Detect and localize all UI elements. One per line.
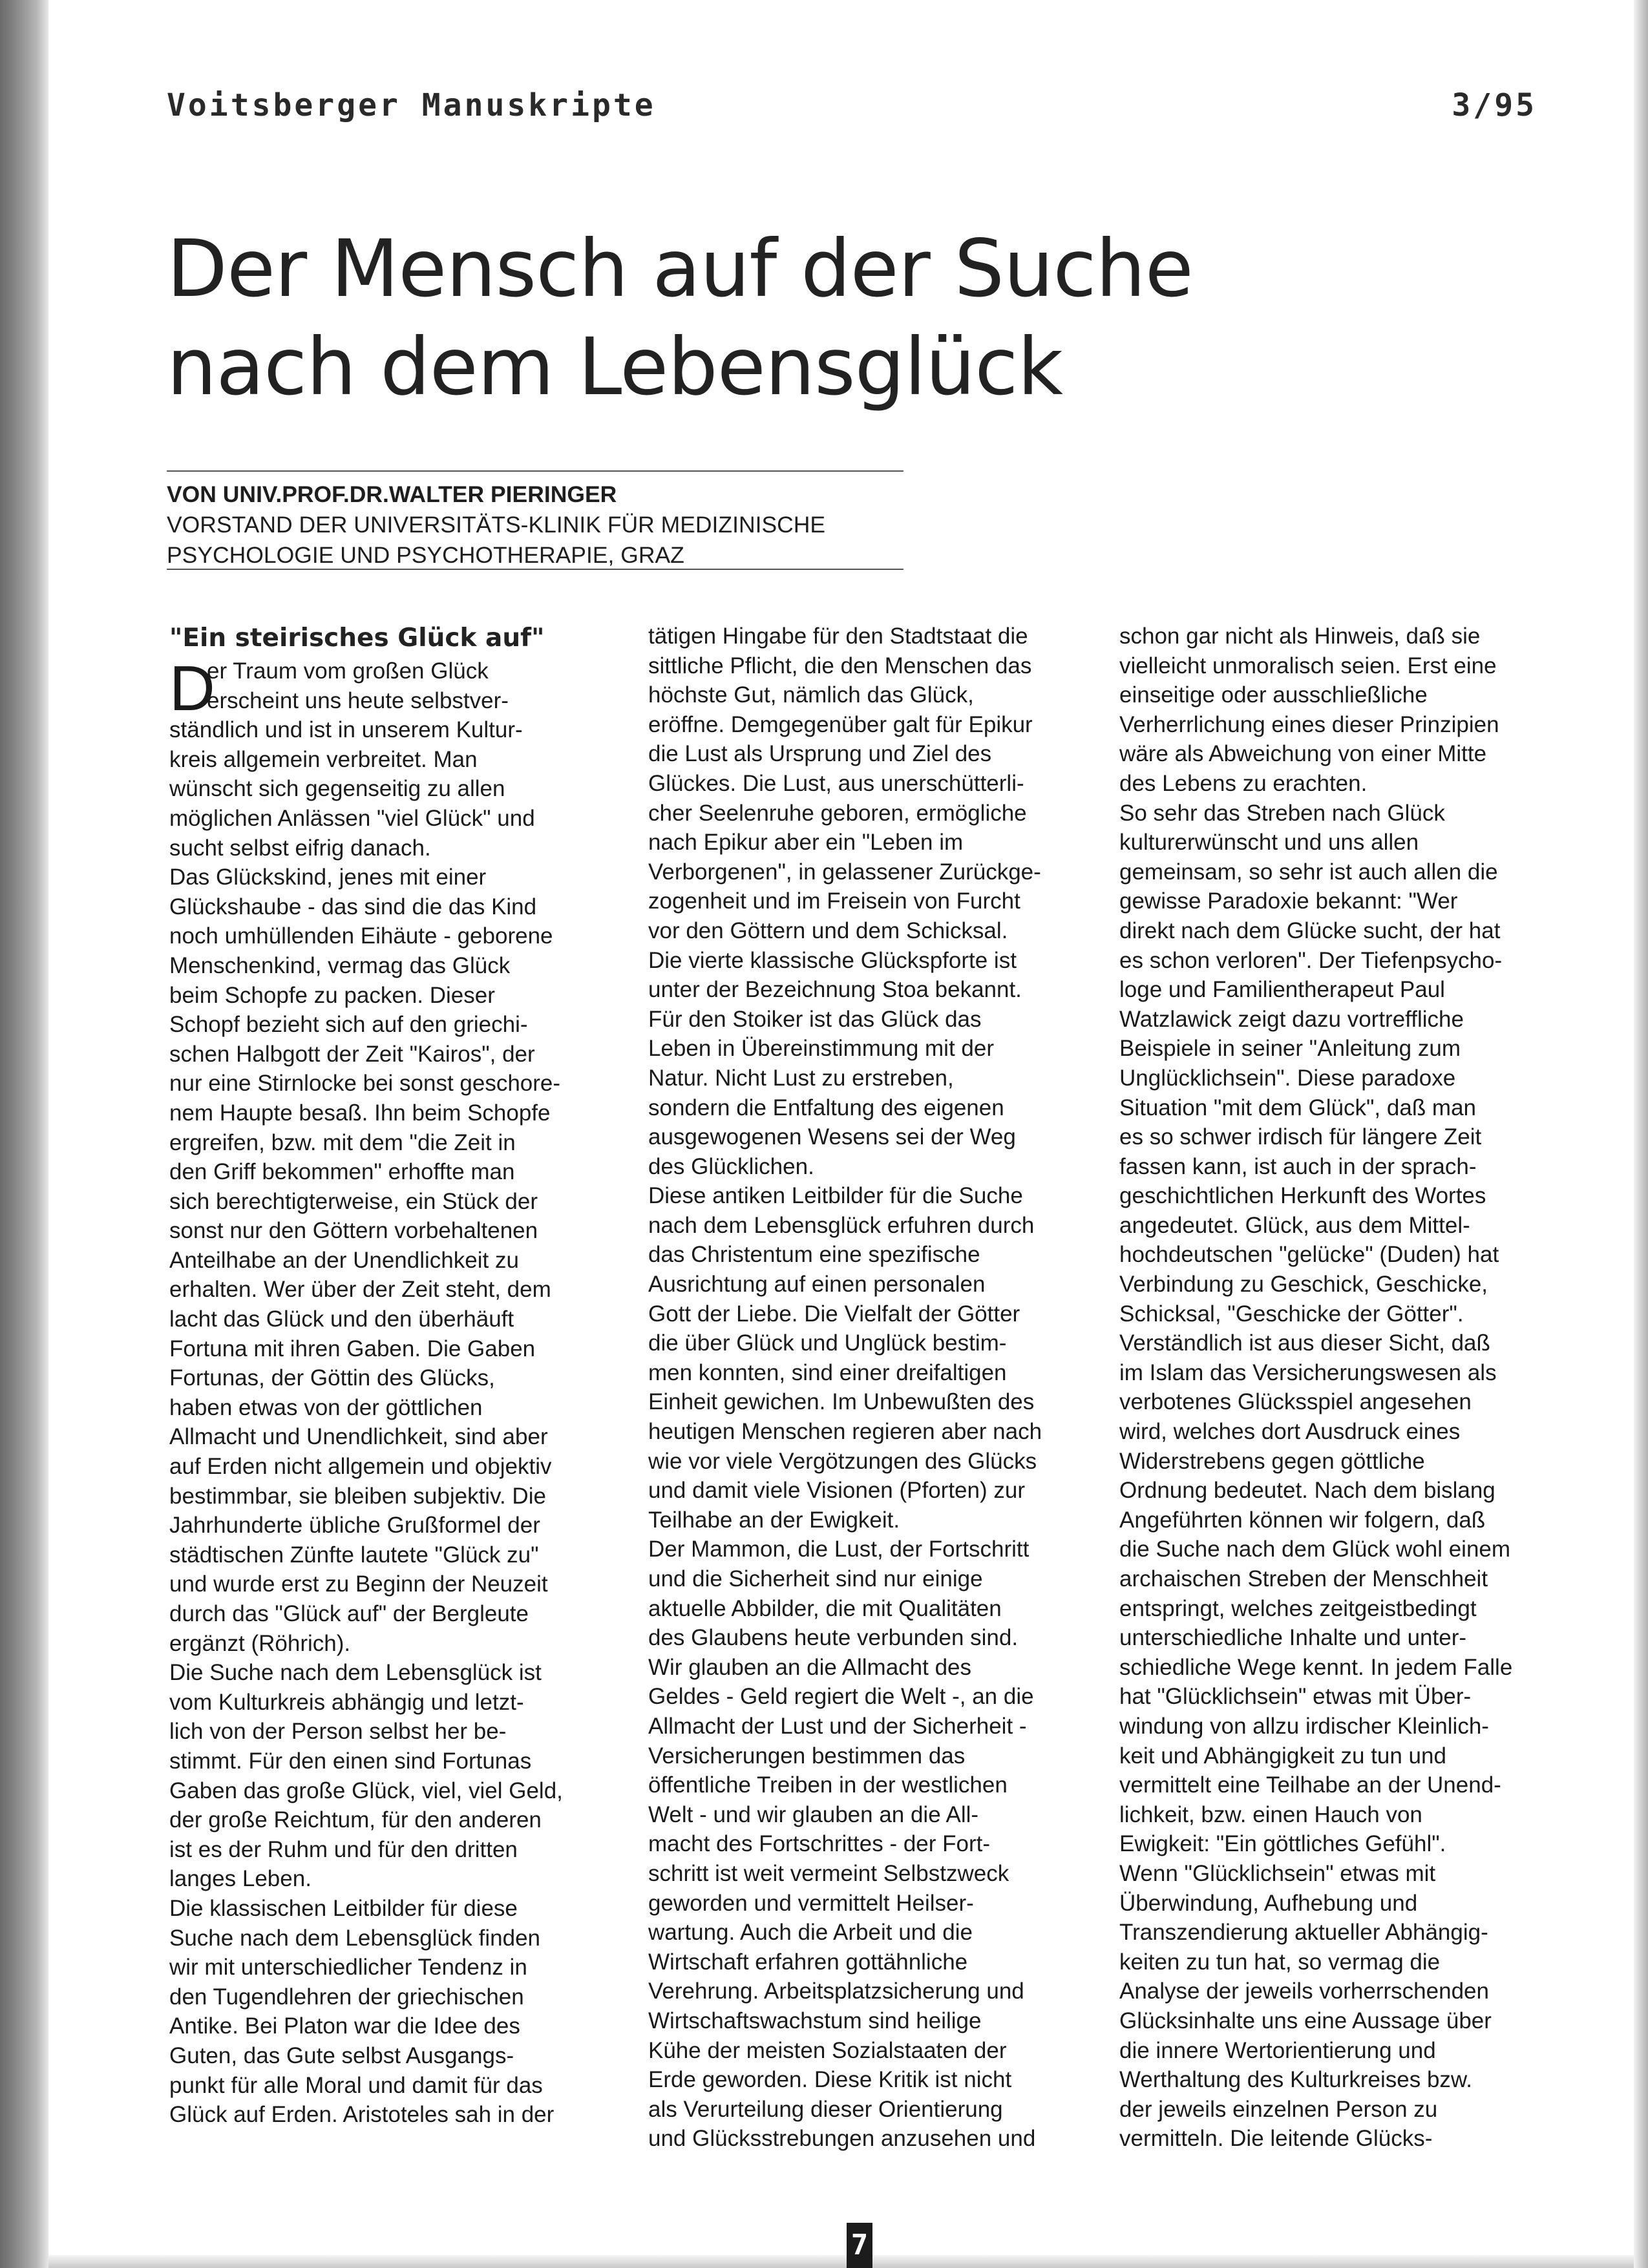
text-line: einseitige oder ausschließliche	[1119, 682, 1428, 708]
scan-shadow-left	[0, 0, 48, 2268]
text-line: Glück auf Erden. Aristoteles sah in der	[169, 2102, 555, 2128]
text-line: Natur. Nicht Lust zu erstreben,	[648, 1065, 954, 1091]
text-line: unterschiedliche Inhalte und unter-	[1119, 1625, 1467, 1651]
text-line: Für den Stoiker ist das Glück das	[648, 1006, 982, 1032]
text-line: ergänzt (Röhrich).	[169, 1630, 351, 1656]
text-line: Allmacht und Unendlichkeit, sind aber	[169, 1424, 548, 1450]
text-line: lich von der Person selbst her be-	[169, 1719, 507, 1745]
text-line: sittliche Pflicht, die den Menschen das	[648, 653, 1032, 678]
text-line: wünscht sich gegenseitig zu allen	[169, 776, 505, 802]
text-line: Die vierte klassische Glückspforte ist	[648, 947, 1017, 973]
text-line: Verständlich ist aus dieser Sicht, daß	[1119, 1330, 1490, 1356]
text-line: Kühe der meisten Sozialstaaten der	[648, 2037, 1007, 2063]
text-line: hat "Glücklichsein" etwas mit Über-	[1119, 1684, 1472, 1710]
text-line: geschichtlichen Herkunft des Wortes	[1119, 1183, 1486, 1209]
text-line: Diese antiken Leitbilder für die Suche	[648, 1183, 1023, 1209]
text-line: Schicksal, "Geschicke der Götter".	[1119, 1301, 1464, 1327]
text-line: noch umhüllenden Eihäute - geborene	[169, 923, 553, 949]
text-line: vor den Göttern und dem Schicksal.	[648, 918, 1008, 943]
text-line: Erde geworden. Diese Kritik ist nicht	[648, 2067, 1012, 2093]
byline-rule-top	[167, 470, 903, 472]
text-line: Allmacht der Lust und der Sicherheit -	[648, 1713, 1027, 1739]
text-line: die über Glück und Unglück bestim-	[648, 1330, 1007, 1356]
text-line: Verborgenen", in gelassener Zurückge-	[648, 859, 1041, 885]
text-line: vermitteln. Die leitende Glücks-	[1119, 2126, 1433, 2152]
text-line: zogenheit und im Freisein von Furcht	[648, 888, 1020, 914]
text-line: Watzlawick zeigt dazu vortreffliche	[1119, 1006, 1464, 1032]
text-line: windung von allzu irdischer Kleinlich-	[1119, 1713, 1489, 1739]
text-line: aktuelle Abbilder, die mit Qualitäten	[648, 1595, 1002, 1621]
text-line: wir mit unterschiedlicher Tendenz in	[169, 1955, 527, 1980]
text-line: vom Kulturkreis abhängig und letzt-	[169, 1689, 524, 1715]
text-line: schon gar nicht als Hinweis, daß sie	[1119, 624, 1481, 649]
text-line: tätigen Hingabe für den Stadtstaat die	[648, 624, 1028, 649]
text-line: haben etwas von der göttlichen	[169, 1394, 483, 1420]
text-line: des Glaubens heute verbunden sind.	[648, 1625, 1019, 1651]
text-line: des Glücklichen.	[648, 1153, 814, 1179]
text-line: es schon verloren". Der Tiefenpsycho-	[1119, 947, 1503, 973]
text-line: Unglücklichsein". Diese paradoxe	[1119, 1065, 1456, 1091]
text-line: sich berechtigterweise, ein Stück der	[169, 1188, 538, 1214]
text-line: Verehrung. Arbeitsplatzsicherung und	[648, 1979, 1024, 2004]
text-line: die Suche nach dem Glück wohl einem	[1119, 1537, 1511, 1562]
text-line: auf Erden nicht allgemein und objektiv	[169, 1454, 552, 1480]
text-line: durch das "Glück auf" der Bergleute	[169, 1601, 529, 1626]
text-line: Ausrichtung auf einen personalen	[648, 1272, 986, 1297]
text-line: cher Seelenruhe geboren, ermögliche	[648, 800, 1027, 826]
text-line: Versicherungen bestimmen das	[648, 1743, 966, 1769]
running-head	[167, 87, 1537, 132]
text-line: Situation "mit dem Glück", daß man	[1119, 1095, 1477, 1120]
text-line: Werthaltung des Kulturkreises bzw.	[1119, 2067, 1473, 2093]
section-subheading: "Ein steirisches Glück auf"	[169, 624, 545, 653]
text-line: ergreifen, bzw. mit dem "die Zeit in	[169, 1129, 516, 1155]
text-line: verbotenes Glücksspiel angesehen	[1119, 1389, 1472, 1415]
byline-rule-bottom	[167, 569, 903, 570]
column-3-body	[1119, 622, 1559, 2154]
text-line: Ordnung bedeutet. Nach dem bislang	[1119, 1478, 1495, 1504]
text-line: wie vor viele Vergötzungen des Glücks	[648, 1448, 1037, 1474]
text-line: Das Glückskind, jenes mit einer	[169, 865, 487, 890]
text-line: er Traum vom großen Glück	[207, 658, 489, 684]
text-line: und die Sicherheit sind nur einige	[648, 1566, 983, 1591]
text-column-1	[169, 620, 609, 2130]
text-line: lichkeit, bzw. einen Hauch von	[1119, 1801, 1422, 1827]
text-line: als Verurteilung dieser Orientierung	[648, 2096, 1003, 2122]
text-line: Angeführten können wir folgern, daß	[1119, 1507, 1486, 1533]
text-line: nur eine Stirnlocke bei sonst geschore-	[169, 1071, 561, 1097]
text-line: Transzendierung aktueller Abhängig-	[1119, 1920, 1488, 1946]
text-line: macht des Fortschrittes - der Fort-	[648, 1831, 991, 1857]
text-line: gewisse Paradoxie bekannt: "Wer	[1119, 888, 1458, 914]
text-line: der große Reichtum, für den anderen	[169, 1807, 542, 1833]
text-line: men konnten, sind einer dreifaltigen	[648, 1360, 1007, 1385]
text-line: stimmt. Für den einen sind Fortunas	[169, 1748, 532, 1774]
text-line: Glückshaube - das sind die das Kind	[169, 894, 537, 919]
text-line: Verherrlichung eines dieser Prinzipien	[1119, 711, 1499, 737]
text-line: beim Schopfe zu packen. Dieser	[169, 982, 495, 1008]
page-number: 7	[847, 2223, 872, 2268]
text-line: wird, welches dort Ausdruck eines	[1119, 1419, 1461, 1445]
byline-author: VON UNIV.PROF.DR.WALTER PIERINGER	[167, 481, 617, 507]
text-line: öffentliche Treiben in der westlichen	[648, 1772, 1008, 1798]
text-line: So sehr das Streben nach Glück	[1119, 800, 1445, 826]
text-line: Einheit gewichen. Im Unbewußten des	[648, 1389, 1035, 1415]
text-line: das Christentum eine spezifische	[648, 1242, 980, 1268]
text-line: und wurde erst zu Beginn der Neuzeit	[169, 1571, 548, 1597]
text-line: kreis allgemein verbreitet. Man	[169, 746, 478, 772]
text-line: Teilhabe an der Ewigkeit.	[648, 1507, 900, 1533]
text-line: Leben in Übereinstimmung mit der	[648, 1036, 994, 1062]
text-line: erhalten. Wer über der Zeit steht, dem	[169, 1277, 551, 1303]
text-line: direkt nach dem Glücke sucht, der hat	[1119, 918, 1501, 943]
byline-affiliation-line-2: PSYCHOLOGIE UND PSYCHOTHERAPIE, GRAZ	[167, 542, 684, 568]
text-line: Glückes. Die Lust, aus unerschütterli-	[648, 770, 1024, 796]
text-line: heutigen Menschen regieren aber nach	[648, 1419, 1042, 1445]
text-line: Gott der Liebe. Die Vielfalt der Götter	[648, 1301, 1020, 1327]
text-line: Wirtschaftswachstum sind heilige	[648, 2008, 982, 2033]
text-line: hochdeutschen "gelücke" (Duden) hat	[1119, 1242, 1499, 1268]
text-line: schen Halbgott der Zeit "Kairos", der	[169, 1041, 535, 1067]
text-column-3	[1119, 622, 1559, 2154]
text-line: schritt ist weit vermeint Selbstzweck	[648, 1860, 1009, 1886]
text-line: eröffne. Demgegenüber galt für Epikur	[648, 711, 1033, 737]
text-line: Überwindung, Aufhebung und	[1119, 1890, 1418, 1916]
text-line: fassen kann, ist auch in der sprach-	[1119, 1153, 1477, 1179]
text-line: und Glücksstrebungen anzusehen und	[648, 2126, 1036, 2152]
text-line: geworden und vermittelt Heilser-	[648, 1890, 974, 1916]
text-line: kulturerwünscht und uns allen	[1119, 830, 1419, 856]
text-line: ständlich und ist in unserem Kultur-	[169, 717, 523, 743]
text-line: angedeutet. Glück, aus dem Mittel-	[1119, 1212, 1470, 1238]
text-line: des Lebens zu erachten.	[1119, 770, 1368, 796]
text-line: nach dem Lebensglück erfuhren durch	[648, 1212, 1035, 1238]
drop-cap: D	[169, 653, 215, 724]
text-line: Fortunas, der Göttin des Glücks,	[169, 1365, 495, 1391]
text-line: vielleicht unmoralisch seien. Erst eine	[1119, 653, 1497, 678]
text-line: sonst nur den Göttern vorbehaltenen	[169, 1218, 538, 1244]
text-line: schiedliche Wege kennt. In jedem Falle	[1119, 1654, 1513, 1680]
text-line: Anteilhabe an der Unendlichkeit zu	[169, 1247, 519, 1273]
text-line: höchste Gut, nämlich das Glück,	[648, 682, 974, 708]
text-line: sondern die Entfaltung des eigenen	[648, 1095, 1004, 1120]
text-line: entspringt, welches zeitgeistbedingt	[1119, 1595, 1477, 1621]
text-line: es so schwer irdisch für längere Zeit	[1119, 1124, 1482, 1150]
text-line: wartung. Auch die Arbeit und die	[648, 1920, 973, 1946]
text-line: Menschenkind, vermag das Glück	[169, 952, 511, 978]
article-title-line-1: Der Mensch auf der Suche	[167, 223, 1193, 315]
text-line: ausgewogenen Wesens sei der Weg	[648, 1124, 1016, 1150]
text-line: langes Leben.	[169, 1866, 312, 1892]
text-line: Guten, das Gute selbst Ausgangs-	[169, 2042, 514, 2068]
text-line: den Tugendlehren der griechischen	[169, 1984, 524, 2010]
text-line: die Lust als Ursprung und Ziel des	[648, 741, 992, 767]
article-title-line-2: nach dem Lebensglück	[167, 321, 1063, 413]
text-line: Glücksinhalte uns eine Aussage über	[1119, 2008, 1492, 2033]
text-line: Verbindung zu Geschick, Geschicke,	[1119, 1272, 1488, 1297]
text-line: Antike. Bei Platon war die Idee des	[169, 2013, 520, 2039]
text-line: im Islam das Versicherungswesen als	[1119, 1360, 1497, 1385]
text-line: nach Epikur aber ein "Leben im	[648, 830, 964, 856]
text-line: Gaben das große Glück, viel, viel Geld,	[169, 1778, 563, 1803]
text-line: lacht das Glück und den überhäuft	[169, 1307, 514, 1332]
text-line: städtischen Zünfte lautete "Glück zu"	[169, 1542, 539, 1568]
text-line: archaischen Streben der Menschheit	[1119, 1566, 1488, 1591]
text-column-2	[648, 622, 1088, 2154]
text-line: Der Mammon, die Lust, der Fortschritt	[648, 1537, 1030, 1562]
text-line: Beispiele in seiner "Anleitung zum	[1119, 1036, 1461, 1062]
text-line: wäre als Abweichung von einer Mitte	[1119, 741, 1487, 767]
issue-number: 3/95	[1452, 87, 1537, 123]
text-line: Widerstrebens gegen göttliche	[1119, 1448, 1425, 1474]
text-line: Suche nach dem Lebensglück finden	[169, 1925, 541, 1951]
journal-title: Voitsberger Manuskripte	[167, 87, 656, 123]
text-line: ist es der Ruhm und für den dritten	[169, 1836, 518, 1862]
text-line: Wenn "Glücklichsein" etwas mit	[1119, 1860, 1436, 1886]
text-line: Analyse der jeweils vorherrschenden	[1119, 1979, 1489, 2004]
text-line: Fortuna mit ihren Gaben. Die Gaben	[169, 1336, 536, 1361]
text-line: den Griff bekommen" erhoffte man	[169, 1159, 515, 1185]
text-line: und damit viele Visionen (Pforten) zur	[648, 1478, 1025, 1504]
text-line: der jeweils einzelnen Person zu	[1119, 2096, 1438, 2122]
text-line: Wir glauben an die Allmacht des	[648, 1654, 971, 1680]
text-line: punkt für alle Moral und damit für das	[169, 2072, 543, 2098]
text-line: erscheint uns heute selbstver-	[207, 688, 509, 713]
text-line: möglichen Anlässen "viel Glück" und	[169, 805, 535, 831]
text-line: keiten zu tun hat, so vermag die	[1119, 1949, 1441, 1975]
text-line: keit und Abhängigkeit zu tun und	[1119, 1743, 1446, 1769]
text-line: unter der Bezeichnung Stoa bekannt.	[648, 977, 1022, 1003]
column-2-body	[648, 622, 1088, 2154]
text-line: gemeinsam, so sehr ist auch allen die	[1119, 859, 1498, 885]
text-line: die innere Wertorientierung und	[1119, 2037, 1436, 2063]
text-line: bestimmbar, sie bleiben subjektiv. Die	[169, 1483, 546, 1509]
text-line: loge und Familientherapeut Paul	[1119, 977, 1445, 1003]
scan-shadow-bottom	[48, 2255, 1634, 2268]
column-1-body	[169, 653, 609, 2130]
text-line: Wirtschaft erfahren gottähnliche	[648, 1949, 968, 1975]
text-line: Jahrhunderte übliche Grußformel der	[169, 1513, 540, 1538]
text-line: Ewigkeit: "Ein göttliches Gefühl".	[1119, 1831, 1446, 1857]
text-line: Die Suche nach dem Lebensglück ist	[169, 1660, 542, 1686]
article-title	[167, 220, 1556, 416]
text-line: Schopf bezieht sich auf den griechi-	[169, 1012, 528, 1038]
text-line: Welt - und wir glauben an die All-	[648, 1801, 979, 1827]
byline	[167, 479, 942, 571]
text-line: Geldes - Geld regiert die Welt -, an die	[648, 1684, 1034, 1710]
text-line: nem Haupte besaß. Ihn beim Schopfe	[169, 1100, 551, 1126]
byline-affiliation-line-1: VORSTAND DER UNIVERSITÄTS-KLINIK FÜR MEDIZINISCHE	[167, 512, 826, 538]
text-line: Die klassischen Leitbilder für diese	[169, 1895, 518, 1921]
text-line: vermittelt eine Teilhabe an der Unend-	[1119, 1772, 1501, 1798]
scan-shadow-right	[1634, 0, 1648, 2268]
text-line: sucht selbst eifrig danach.	[169, 835, 431, 861]
